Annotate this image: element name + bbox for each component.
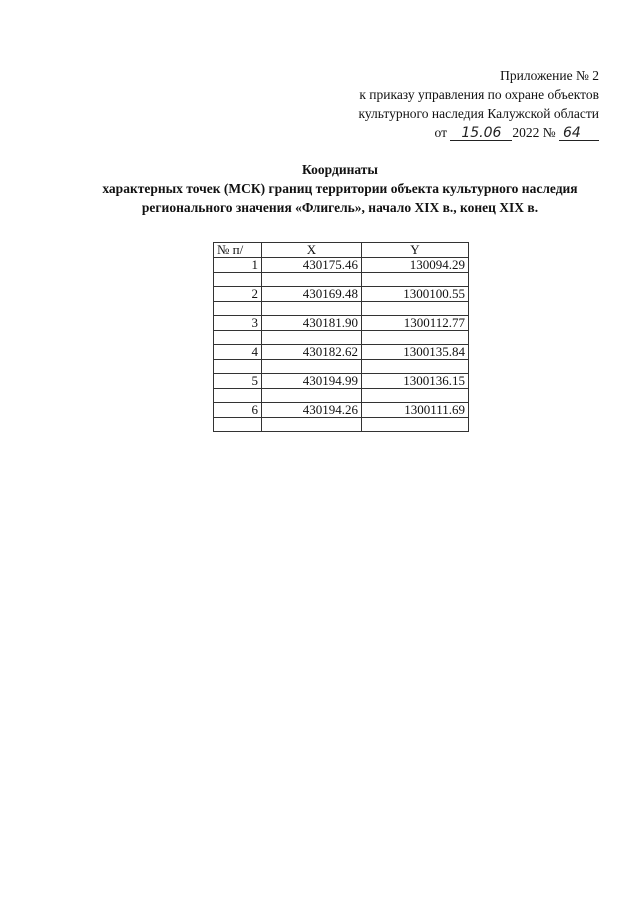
empty-cell (214, 273, 262, 287)
order-date-line (279, 123, 599, 142)
table-header-row (214, 243, 469, 258)
handwritten-date: 15.06 (450, 126, 512, 141)
column-header-x: X (262, 243, 362, 258)
empty-cell (362, 418, 469, 432)
empty-cell (362, 273, 469, 287)
title-object: регионального значения «Флигель», начало XIX в., конец XIX в. (141, 200, 539, 215)
order-year: 2022 № (512, 125, 556, 140)
appendix-header (279, 66, 599, 142)
order-reference: к приказу управления по охране объектов (359, 87, 599, 102)
table-row (214, 258, 469, 273)
point-number: 1 (214, 258, 262, 273)
table-row (214, 374, 469, 389)
point-y: 1300135.84 (362, 345, 469, 360)
table-row (214, 403, 469, 418)
point-y: 1300100.55 (362, 287, 469, 302)
empty-cell (214, 389, 262, 403)
title-heading: Координаты (302, 162, 378, 177)
point-x: 430194.99 (262, 374, 362, 389)
point-y: 1300136.15 (362, 374, 469, 389)
point-x: 430169.48 (262, 287, 362, 302)
table-spacer-row (214, 331, 469, 345)
empty-cell (214, 418, 262, 432)
empty-cell (214, 360, 262, 374)
table-row (214, 345, 469, 360)
title-subject: характерных точек (МСК) границ территории объекта культурного наследия (102, 181, 578, 196)
empty-cell (362, 302, 469, 316)
point-x: 430194.26 (262, 403, 362, 418)
empty-cell (262, 331, 362, 345)
column-header-y: Y (362, 243, 469, 258)
table-spacer-row (214, 302, 469, 316)
point-number: 5 (214, 374, 262, 389)
column-header-number: № п/ (214, 243, 262, 258)
document-title (40, 160, 639, 217)
point-x: 430181.90 (262, 316, 362, 331)
table-row (214, 316, 469, 331)
date-prefix: от (434, 125, 447, 140)
empty-cell (214, 302, 262, 316)
point-y: 1300111.69 (362, 403, 469, 418)
table-spacer-row (214, 273, 469, 287)
appendix-number: Приложение № 2 (500, 68, 599, 83)
point-x: 430182.62 (262, 345, 362, 360)
empty-cell (362, 389, 469, 403)
point-x: 430175.46 (262, 258, 362, 273)
coordinates-table (213, 242, 469, 432)
empty-cell (262, 389, 362, 403)
empty-cell (262, 273, 362, 287)
empty-cell (262, 360, 362, 374)
issuing-authority: культурного наследия Калужской области (358, 106, 599, 121)
point-number: 4 (214, 345, 262, 360)
table-spacer-row (214, 418, 469, 432)
empty-cell (362, 331, 469, 345)
table-spacer-row (214, 360, 469, 374)
empty-cell (262, 418, 362, 432)
point-number: 6 (214, 403, 262, 418)
table-row (214, 287, 469, 302)
point-number: 3 (214, 316, 262, 331)
handwritten-order-number: 64 (559, 126, 599, 141)
point-number: 2 (214, 287, 262, 302)
empty-cell (214, 331, 262, 345)
empty-cell (262, 302, 362, 316)
table-spacer-row (214, 389, 469, 403)
empty-cell (362, 360, 469, 374)
point-y: 1300112.77 (362, 316, 469, 331)
point-y: 130094.29 (362, 258, 469, 273)
